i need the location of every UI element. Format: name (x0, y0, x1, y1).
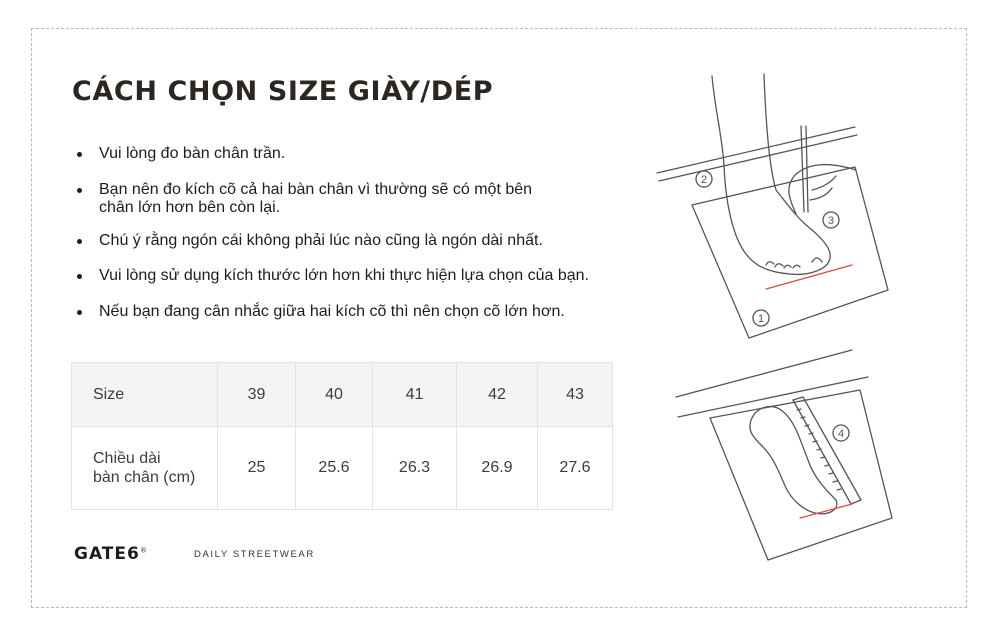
length-label-line2: bàn chân (cm) (93, 469, 196, 486)
foot-length-mark (766, 265, 852, 289)
toe-lines (766, 258, 822, 268)
hand-fingers (810, 176, 836, 200)
tip-item: Vui lòng đo bàn chân trần. (72, 145, 285, 163)
size-row-label: Size (72, 363, 218, 427)
brand-name: GATE6 (74, 544, 140, 564)
ruler (793, 397, 861, 504)
wall-line (678, 377, 868, 417)
size-cell: 43 (538, 363, 613, 427)
size-cell: 41 (373, 363, 457, 427)
wall-line (657, 127, 855, 173)
pencil (806, 126, 808, 212)
size-cell: 42 (457, 363, 538, 427)
tip-item: Bạn nên đo kích cõ cả hai bàn chân vì thường sẽ có một bên chân lớn hơn bên còn lại. (72, 181, 569, 217)
step-2-label: 2 (700, 174, 708, 186)
step-3-label: 3 (827, 215, 835, 227)
size-cell: 40 (296, 363, 373, 427)
length-label-line1: Chiều dài (93, 450, 161, 467)
table-row (72, 427, 613, 510)
length-cell: 25.6 (296, 427, 373, 510)
footprint (750, 406, 837, 513)
hand-outline (789, 165, 856, 214)
step-1-label: 1 (757, 313, 765, 325)
brand-tagline: DAILY STREETWEAR (194, 549, 315, 560)
paper-sheet (692, 167, 888, 338)
foot-measure-illustration (648, 64, 908, 564)
length-cell: 26.9 (457, 427, 538, 510)
brand-logo (74, 544, 148, 564)
footprint-scene (676, 350, 892, 560)
tip-item: Chú ý rằng ngón cái không phải lúc nào cũng là ngón dài nhất. (72, 232, 543, 250)
tip-item: Vui lòng sử dụng kích thước lớn hơn khi thực hiện lựa chọn của bạn. (72, 267, 589, 285)
standing-foot-scene (657, 74, 888, 338)
wall-line (676, 350, 852, 397)
length-row-label (72, 427, 218, 510)
page-title: CÁCH CHỌN SIZE GIÀY/DÉP (72, 76, 494, 107)
length-cell: 25 (218, 427, 296, 510)
length-cell: 27.6 (538, 427, 613, 510)
size-cell: 39 (218, 363, 296, 427)
tip-item: Nếu bạn đang cân nhắc giữa hai kích cõ thì nên chọn cõ lớn hơn. (72, 303, 565, 321)
length-cell: 26.3 (373, 427, 457, 510)
step-4-label: 4 (837, 428, 845, 440)
table-row (72, 363, 613, 427)
leg-outline (712, 74, 830, 274)
size-table (71, 362, 613, 510)
registered-mark: ® (139, 546, 148, 555)
